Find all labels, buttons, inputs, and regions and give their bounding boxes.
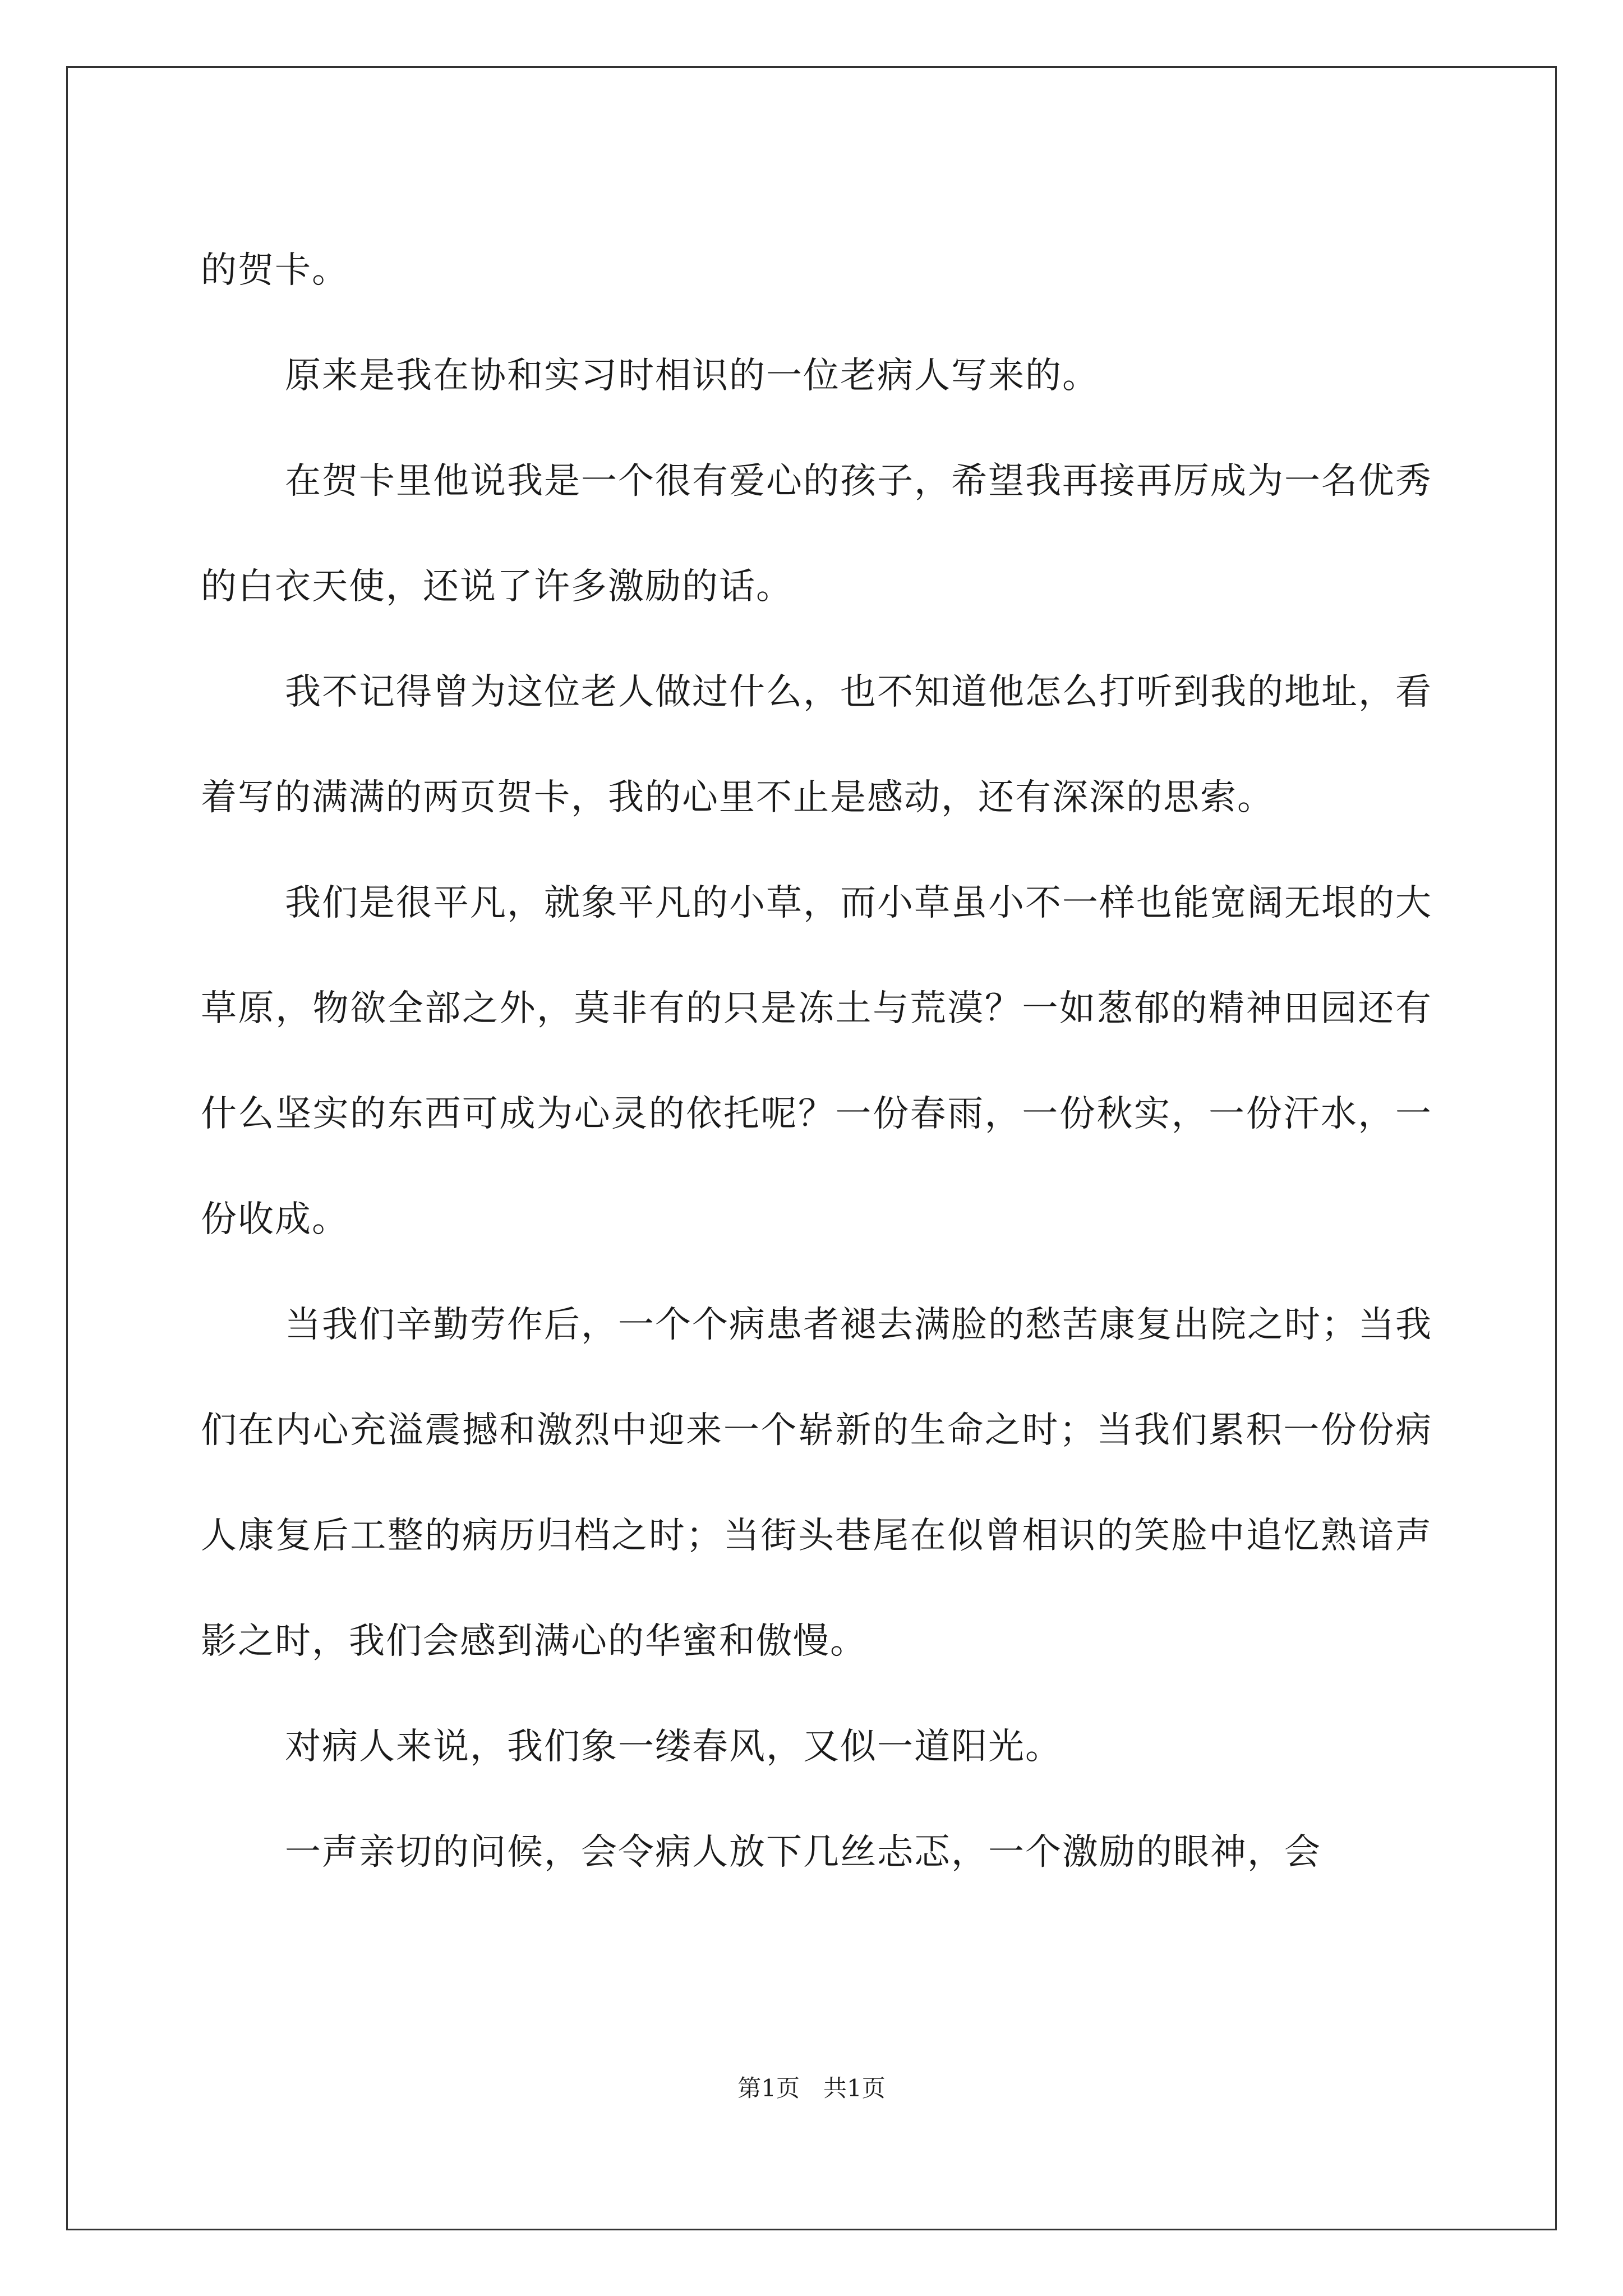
paragraph-5: 我们是很平凡，就象平凡的小草，而小草虽小不一样也能宽阔无垠的大草原，物欲全部之外，莫非有的只是冻土与荒漠？一如葱郁的精神田园还有什么坚实的东西可成为心灵的依托呢？一份春雨，一份秋实，一份汗水，一份收成。 xyxy=(201,882,1432,1240)
paragraph-7: 对病人来说，我们象一缕春风，又似一道阳光。 xyxy=(285,1726,1062,1768)
paragraph-3: 在贺卡里他说我是一个很有爱心的孩子，希望我再接再厉成为一名优秀的白衣天使，还说了许多激励的话。 xyxy=(201,461,1432,608)
paragraph-4: 我不记得曾为这位老人做过什么，也不知道他怎么打听到我的地址，看着写的满满的两页贺卡，我的心里不止是感动，还有深深的思索。 xyxy=(201,671,1432,818)
page-footer: 第1页 共1页 xyxy=(737,2074,886,2102)
paragraph-6: 当我们辛勤劳作后，一个个病患者褪去满脸的愁苦康复出院之时；当我们在内心充溢震撼和激烈中迎来一个崭新的生命之时；当我们累积一份份病人康复后工整的病历归档之时；当街头巷尾在似曾相识的笑脸中追忆熟谙声影之时，我们会感到满心的华蜜和傲慢。 xyxy=(201,1304,1432,1662)
paragraph-1: 的贺卡。 xyxy=(201,250,349,291)
paragraph-8: 一声亲切的问候，会令病人放下几丝忐忑，一个激励的眼神，会 xyxy=(285,1832,1321,1873)
document-body xyxy=(201,218,1432,1905)
paragraph-2: 原来是我在协和实习时相识的一位老病人写来的。 xyxy=(285,355,1099,397)
